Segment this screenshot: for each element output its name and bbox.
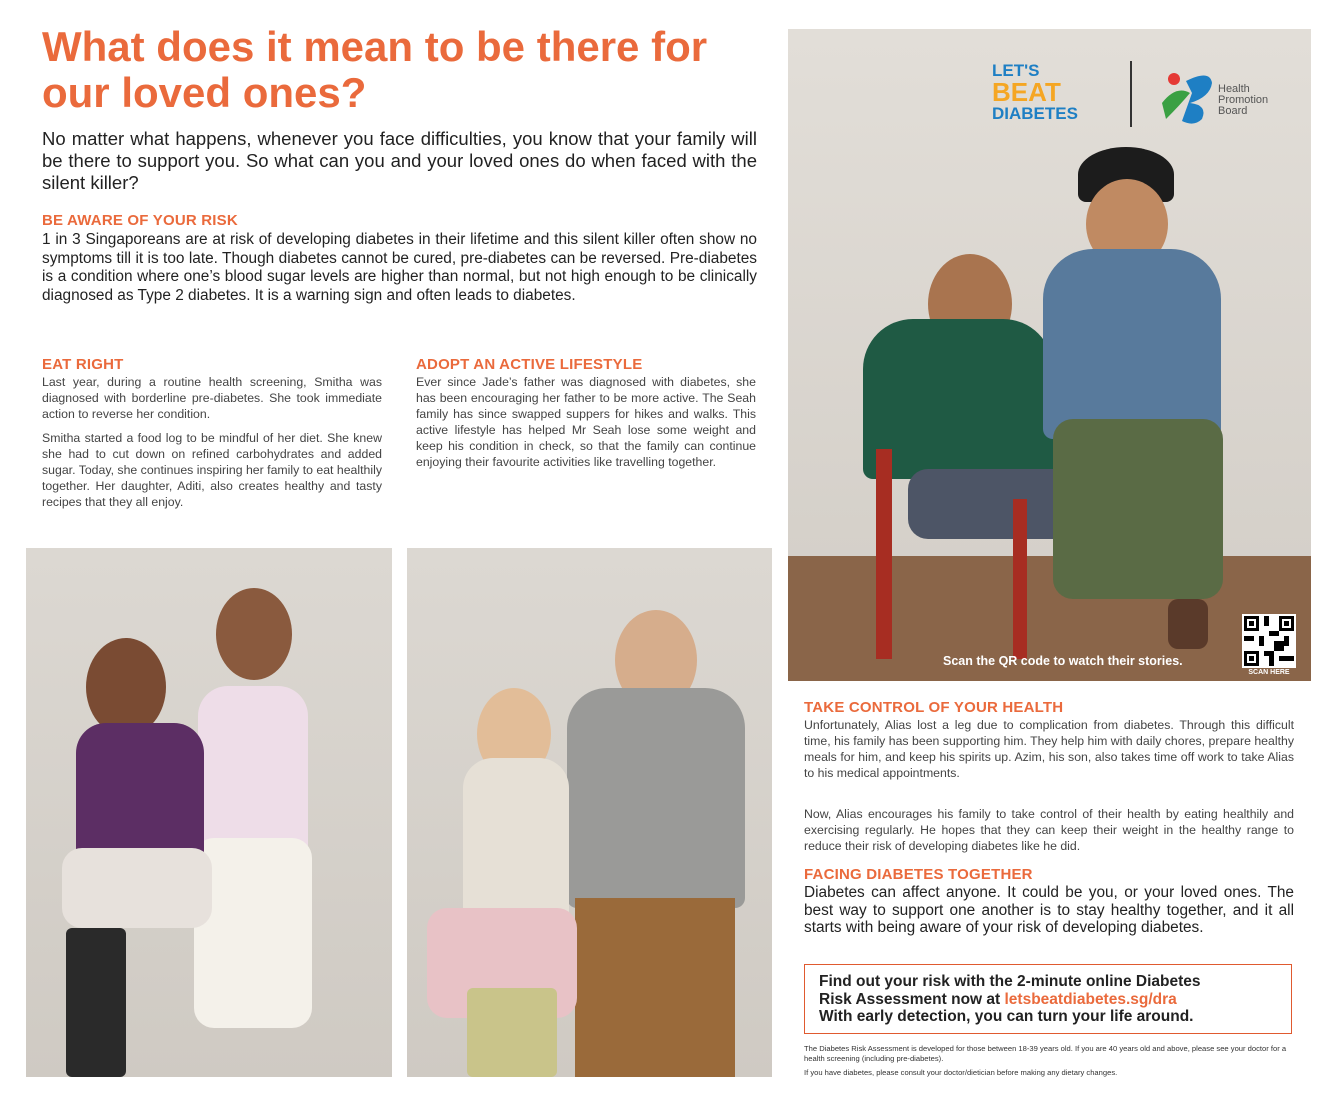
intro-paragraph: No matter what happens, whenever you face difficulties, you know that your family will be there to support you. So what can you and your loved ones do when faced with the silent killer? (42, 128, 757, 193)
figure-trousers-light (62, 848, 212, 928)
control-para1: Unfortunately, Alias lost a leg due to complication from diabetes. Through this difficult time, his family has been supporting him. They help him with daily chores, prepare healthy meals for him, and keep his spirits up. Azim, his son, also takes time off work to take Alias to his medical appointments. (804, 718, 1294, 780)
hpb-logo-text (1218, 84, 1268, 117)
figure-jacket-denim (1043, 249, 1221, 439)
headline: What does it mean to be there for our loved ones? (42, 23, 708, 116)
figure-top-cream (463, 758, 569, 928)
logo-beat: BEAT (992, 77, 1061, 107)
photo-alias-azim (788, 29, 1311, 681)
cta-line2 (819, 991, 1277, 1009)
figure-shoe (1168, 599, 1208, 649)
figure-trousers-olive (1053, 419, 1223, 599)
fineprint-line2: If you have diabetes, please consult your doctor/dietician before making any dietary changes. (804, 1068, 1118, 1077)
figure-sweater-grey (567, 688, 745, 908)
scan-here-label: SCAN HERE (1248, 669, 1290, 676)
photo-seah-family (407, 548, 772, 1077)
lets-beat-diabetes-logo (992, 62, 1112, 122)
eat-right-para1: Last year, during a routine health screening, Smitha was diagnosed with borderline pre-diabetes. She took immediate action to reverse her condition. (42, 375, 382, 421)
stool (66, 928, 126, 1077)
together-body: Diabetes can affect anyone. It could be you, or your loved ones. The best way to support one another is to stay healthy together, and it all starts with being aware of your risk of developing diabetes. (804, 884, 1294, 937)
eat-right-para2: Smitha started a food log to be mindful of her diet. She knew she had to cut down on refined carbohydrates and added sugar. Today, she continues inspiring her family to eat healthily together. Her daughter, Aditi, also creates healthy and tasty recipes that they all enjoy. (42, 431, 382, 509)
hpb-line3: Board (1218, 105, 1248, 117)
eat-right-heading: EAT RIGHT (42, 356, 124, 373)
cta-line1: Find out your risk with the 2-minute online Diabetes (819, 973, 1201, 990)
qr-code[interactable] (1242, 614, 1296, 668)
chair-leg (876, 449, 892, 659)
photo-smitha-aditi (26, 548, 392, 1077)
chair-leg (1013, 499, 1027, 659)
figure-head (216, 588, 292, 680)
aware-body: 1 in 3 Singaporeans are at risk of developing diabetes in their lifetime and this silent killer often show no symptoms till it is too late. Though diabetes cannot be cured, pre-diabetes can be reversed. Pre-diabetes is a condition where one’s blood sugar levels are higher than normal, but not high enough to be clinically diagnosed as Type 2 diabetes. It is a warning sign and often leads to diabetes. (42, 231, 757, 304)
logo-divider (1130, 61, 1132, 127)
cta-line2-prefix: Risk Assessment now at (819, 990, 1005, 1008)
control-heading: TAKE CONTROL OF YOUR HEALTH (804, 699, 1064, 716)
fineprint-line1: The Diabetes Risk Assessment is developed for those between 18-39 years old. If you are 40 years old and above, please see your doctor for a health screening (including pre-diabetes). (804, 1044, 1287, 1063)
active-body: Ever since Jade’s father was diagnosed with diabetes, she has been encouraging her father to be more active. The Seah family has since swapped suppers for hikes and walks. This active lifestyle has helped Mr Seah lose some weight and keep his condition in check, so that the family can continue enjoying their favourite activities like travelling together. (416, 375, 756, 469)
together-heading: FACING DIABETES TOGETHER (804, 866, 1033, 883)
logo-lets: LET'S (992, 61, 1040, 80)
figure-trousers-brown (575, 898, 735, 1077)
stool (467, 988, 557, 1077)
logo-diabetes: DIABETES (992, 104, 1078, 123)
scan-caption: Scan the QR code to watch their stories. (943, 654, 1183, 668)
active-heading: ADOPT AN ACTIVE LIFESTYLE (416, 356, 643, 373)
risk-assessment-callout (804, 964, 1292, 1034)
hpb-line2: Promotion (1218, 94, 1269, 106)
hpb-line1: Health (1218, 83, 1250, 95)
risk-assessment-link[interactable]: letsbeatdiabetes.sg/dra (1004, 990, 1177, 1008)
hpb-logo-icon (1152, 63, 1222, 127)
cta-line3: With early detection, you can turn your life around. (819, 1008, 1194, 1025)
aware-heading: BE AWARE OF YOUR RISK (42, 212, 238, 229)
control-para2: Now, Alias encourages his family to take control of their health by eating healthily and exercising regularly. He hopes that they can keep their weight in the healthy range to reduce their risk of developing diabetes like he did. (804, 807, 1294, 853)
figure-head (86, 638, 166, 736)
